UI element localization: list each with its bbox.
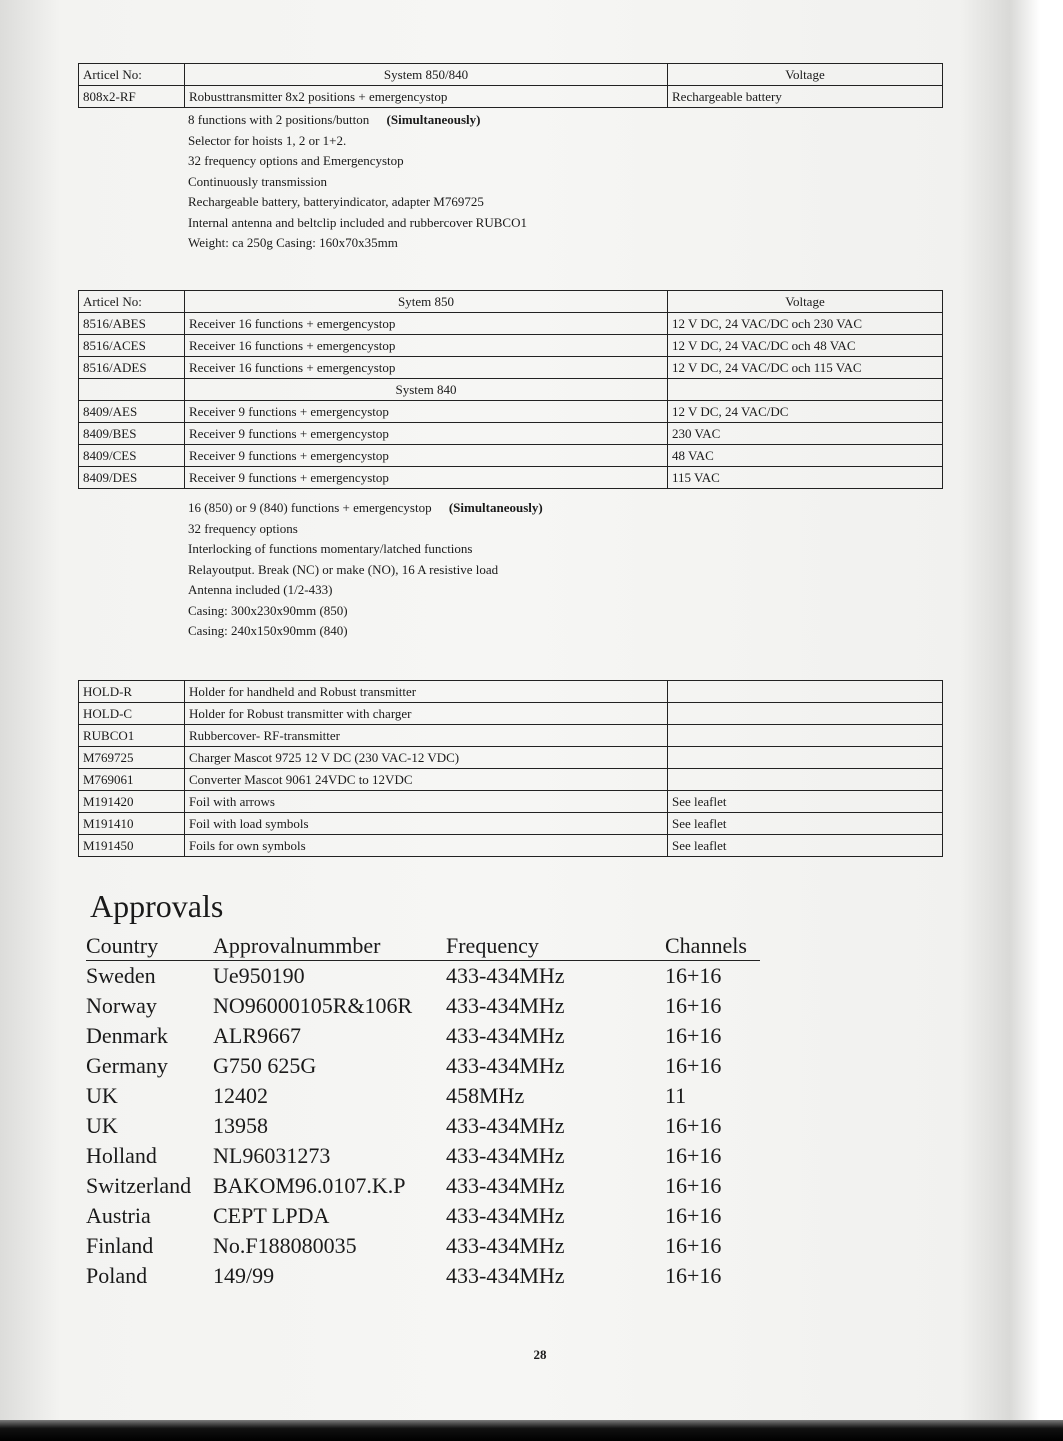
country-cell: Switzerland — [86, 1173, 192, 1198]
note-text: Weight: ca 250g Casing: 160x70x35mm — [188, 235, 398, 250]
approval-number-cell: 13958 — [213, 1113, 268, 1138]
approval-number-cell: BAKOM96.0107.K.P — [213, 1173, 406, 1198]
table-row — [79, 445, 943, 467]
country-cell: Germany — [86, 1053, 168, 1078]
note-line — [188, 601, 543, 622]
table-header-row — [79, 291, 943, 313]
frequency-cell: 433-434MHz — [446, 1113, 565, 1138]
channels-cell: 11 — [665, 1083, 687, 1108]
approval-number-cell: No.F188080035 — [213, 1233, 357, 1258]
approval-number-cell: 12402 — [213, 1083, 268, 1108]
note-text: Interlocking of functions momentary/latched functions — [188, 541, 473, 556]
country-cell: Finland — [86, 1233, 154, 1258]
approval-number-cell: 149/99 — [213, 1263, 275, 1288]
approval-row — [86, 961, 760, 992]
note-text: Antenna included (1/2-433) — [188, 582, 333, 597]
approval-row — [86, 1021, 760, 1051]
voltage-cell: See leaflet — [668, 813, 943, 835]
spec-table-system-850-840 — [78, 63, 943, 108]
note-text: Internal antenna and beltclip included and rubbercover RUBCO1 — [188, 214, 527, 230]
approval-number-cell: ALR9667 — [213, 1023, 301, 1048]
note-text: Casing: 300x230x90mm (850) — [188, 602, 348, 618]
channels-cell: 16+16 — [665, 1203, 722, 1228]
table-row — [79, 703, 943, 725]
table-row — [79, 681, 943, 703]
header-approval-number: Approvalnummber — [213, 932, 446, 961]
note-line — [188, 498, 543, 519]
approval-number-cell: CEPT LPDA — [213, 1203, 330, 1228]
channels-cell: 16+16 — [665, 1023, 722, 1048]
description-cell: Holder for Robust transmitter with charger — [185, 703, 668, 725]
note-text: Selector for hoists 1, 2 or 1+2. — [188, 132, 347, 148]
frequency-cell: 433-434MHz — [446, 993, 565, 1018]
approval-row — [86, 1201, 760, 1231]
header-channels: Channels — [665, 932, 760, 961]
description-cell: Robusttransmitter 8x2 positions + emergencystop — [185, 86, 668, 108]
frequency-cell: 433-434MHz — [446, 1263, 565, 1288]
voltage-cell: Rechargeable battery — [668, 86, 943, 108]
subheader-system-840: System 840 — [185, 379, 668, 401]
approval-row — [86, 1081, 760, 1111]
table-row — [79, 835, 943, 857]
description-cell: Foils for own symbols — [185, 835, 668, 857]
description-cell: Rubbercover- RF-transmitter — [185, 725, 668, 747]
description-cell: Receiver 9 functions + emergencystop — [185, 423, 668, 445]
approvals-table — [86, 932, 760, 1291]
table-row — [79, 335, 943, 357]
article-no-cell: RUBCO1 — [79, 725, 185, 747]
note-line — [188, 213, 527, 234]
voltage-cell: 12 V DC, 24 VAC/DC och 48 VAC — [668, 335, 943, 357]
note-line — [188, 621, 543, 642]
country-cell: Poland — [86, 1263, 148, 1288]
voltage-cell: See leaflet — [668, 791, 943, 813]
voltage-cell — [668, 769, 943, 791]
header-system: Sytem 850 — [185, 291, 668, 313]
article-no-cell: M191420 — [79, 791, 185, 813]
note-line — [188, 172, 527, 193]
voltage-cell: 12 V DC, 24 VAC/DC och 230 VAC — [668, 313, 943, 335]
empty-cell — [668, 379, 943, 401]
description-cell: Receiver 9 functions + emergencystop — [185, 445, 668, 467]
voltage-cell: 12 V DC, 24 VAC/DC — [668, 401, 943, 423]
note-text: Rechargeable battery, batteryindicator, adapter M769725 — [188, 194, 484, 209]
approval-row — [86, 991, 760, 1021]
description-cell: Foil with arrows — [185, 791, 668, 813]
frequency-cell: 433-434MHz — [446, 1143, 565, 1168]
note-line — [188, 131, 527, 152]
channels-cell: 16+16 — [665, 1143, 722, 1168]
table-row — [79, 357, 943, 379]
note-text: 32 frequency options and Emergencystop — [188, 153, 404, 168]
approval-number-cell: Ue950190 — [213, 963, 305, 988]
article-no-cell: 8516/ABES — [79, 313, 185, 335]
country-cell: UK — [86, 1083, 118, 1108]
country-cell: Norway — [86, 993, 157, 1018]
approvals-title: Approvals — [90, 888, 224, 924]
page-number: 28 — [533, 1347, 547, 1362]
table1-notes — [188, 110, 527, 254]
article-no-cell: 8409/DES — [79, 467, 185, 489]
country-cell: UK — [86, 1113, 118, 1138]
header-voltage: Voltage — [668, 291, 943, 313]
table-row — [79, 747, 943, 769]
scan-bottom-edge — [0, 1420, 1063, 1441]
note-line — [188, 519, 543, 540]
table2-notes — [188, 498, 543, 642]
approval-number-cell: NO96000105R&106R — [213, 993, 413, 1018]
header-article-no: Articel No: — [79, 291, 185, 313]
note-text: 32 frequency options — [188, 520, 298, 536]
table-row — [79, 769, 943, 791]
voltage-cell: 12 V DC, 24 VAC/DC och 115 VAC — [668, 357, 943, 379]
table-row — [79, 401, 943, 423]
header-system: System 850/840 — [185, 64, 668, 86]
note-text: Continuously transmission — [188, 173, 328, 189]
note-text: Relayoutput. Break (NC) or make (NO), 16 A resistive load — [188, 561, 499, 577]
approval-row — [86, 1261, 760, 1291]
note-text: Casing: 240x150x90mm (840) — [188, 623, 348, 638]
header-country: Country — [86, 932, 213, 961]
table-row — [79, 791, 943, 813]
article-no-cell: 8409/BES — [79, 423, 185, 445]
frequency-cell: 433-434MHz — [446, 963, 565, 988]
voltage-cell — [668, 703, 943, 725]
frequency-cell: 433-434MHz — [446, 1023, 565, 1048]
country-cell: Austria — [86, 1203, 151, 1228]
description-cell: Foil with load symbols — [185, 813, 668, 835]
description-cell: Receiver 16 functions + emergencystop — [185, 357, 668, 379]
header-frequency: Frequency — [446, 932, 665, 961]
country-cell: Sweden — [86, 963, 156, 988]
channels-cell: 16+16 — [665, 993, 722, 1018]
note-line — [188, 110, 527, 131]
note-line — [188, 580, 543, 601]
channels-cell: 16+16 — [665, 1263, 722, 1288]
table-header-row — [79, 64, 943, 86]
note-text: 16 (850) or 9 (840) functions + emergencystop — [188, 500, 432, 515]
voltage-cell — [668, 681, 943, 703]
approval-row — [86, 1141, 760, 1171]
voltage-cell: 230 VAC — [668, 423, 943, 445]
table-row — [79, 467, 943, 489]
frequency-cell: 458MHz — [446, 1083, 525, 1108]
approval-row — [86, 1111, 760, 1141]
article-no-cell: 8516/ACES — [79, 335, 185, 357]
description-cell: Receiver 9 functions + emergencystop — [185, 401, 668, 423]
note-emphasis: (Simultaneously) — [386, 112, 481, 127]
table-row — [79, 313, 943, 335]
table-subheader-row — [79, 379, 943, 401]
note-line — [188, 151, 527, 172]
country-cell: Holland — [86, 1143, 157, 1168]
frequency-cell: 433-434MHz — [446, 1173, 565, 1198]
table-row — [79, 725, 943, 747]
approval-row — [86, 1051, 760, 1081]
article-no-cell: 8409/CES — [79, 445, 185, 467]
article-no-cell: 8516/ADES — [79, 357, 185, 379]
approval-row — [86, 1231, 760, 1261]
description-cell: Holder for handheld and Robust transmitter — [185, 681, 668, 703]
table-row — [79, 86, 943, 108]
voltage-cell — [668, 747, 943, 769]
voltage-cell: 115 VAC — [668, 467, 943, 489]
channels-cell: 16+16 — [665, 1053, 722, 1078]
article-no-cell: M191410 — [79, 813, 185, 835]
country-cell: Denmark — [86, 1023, 168, 1048]
note-line — [188, 192, 527, 213]
article-no-cell: M191450 — [79, 835, 185, 857]
header-article-no: Articel No: — [79, 64, 185, 86]
frequency-cell: 433-434MHz — [446, 1233, 565, 1258]
approvals-header-row — [86, 932, 760, 961]
channels-cell: 16+16 — [665, 1113, 722, 1138]
description-cell: Receiver 9 functions + emergencystop — [185, 467, 668, 489]
voltage-cell — [668, 725, 943, 747]
description-cell: Charger Mascot 9725 12 V DC (230 VAC-12 VDC) — [185, 747, 668, 769]
approval-number-cell: NL96031273 — [213, 1143, 331, 1168]
spec-table-receivers — [78, 290, 943, 489]
frequency-cell: 433-434MHz — [446, 1203, 565, 1228]
voltage-cell: See leaflet — [668, 835, 943, 857]
channels-cell: 16+16 — [665, 963, 722, 988]
table-row — [79, 423, 943, 445]
voltage-cell: 48 VAC — [668, 445, 943, 467]
empty-cell — [79, 379, 185, 401]
article-no-cell: M769725 — [79, 747, 185, 769]
description-cell: Converter Mascot 9061 24VDC to 12VDC — [185, 769, 668, 791]
frequency-cell: 433-434MHz — [446, 1053, 565, 1078]
header-voltage: Voltage — [668, 64, 943, 86]
note-text: 8 functions with 2 positions/button — [188, 112, 370, 127]
note-emphasis: (Simultaneously) — [448, 500, 543, 515]
description-cell: Receiver 16 functions + emergencystop — [185, 335, 668, 357]
table-row — [79, 813, 943, 835]
article-no-cell: HOLD-C — [79, 703, 185, 725]
accessories-table — [78, 680, 943, 857]
note-line — [188, 560, 543, 581]
article-no-cell: 808x2-RF — [79, 86, 185, 108]
approval-row — [86, 1171, 760, 1201]
approval-number-cell: G750 625G — [213, 1053, 317, 1078]
article-no-cell: HOLD-R — [79, 681, 185, 703]
channels-cell: 16+16 — [665, 1173, 722, 1198]
channels-cell: 16+16 — [665, 1233, 722, 1258]
article-no-cell: 8409/AES — [79, 401, 185, 423]
description-cell: Receiver 16 functions + emergencystop — [185, 313, 668, 335]
note-line — [188, 233, 527, 254]
article-no-cell: M769061 — [79, 769, 185, 791]
note-line — [188, 539, 543, 560]
